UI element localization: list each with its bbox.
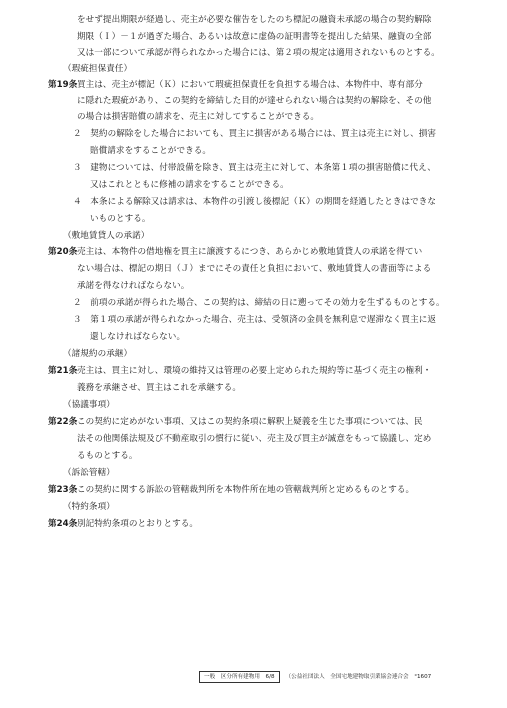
article-heading [63, 64, 132, 75]
article-number: 第19条 [48, 80, 78, 90]
line-text: （訴訟管轄） [63, 468, 115, 478]
line-text: この契約に関する訴訟の管轄裁判所を本物件所在地の管轄裁判所と定めるものとする。 [77, 485, 415, 495]
text-line [77, 48, 440, 59]
text-line [77, 281, 189, 292]
line-text: 法その他関係法規及び不動産取引の慣行に従い、売主及び買主が誠意をもって協議し、定め [77, 434, 432, 444]
text-line [48, 366, 431, 377]
text-line [48, 485, 414, 496]
line-text: 期限（Ｉ）－１が過ぎた場合、あるいは故意に虚偽の証明書等を提出した結果、融資の全部 [77, 32, 432, 42]
line-text: （特約条項） [63, 502, 115, 512]
text-line [48, 519, 198, 530]
text-line [48, 247, 422, 258]
line-text: 売主は、買主に対し、環境の維持又は管理の必要上定められた規約等に基づく売主の権利・ [77, 366, 432, 376]
line-text: 還しなければならない。 [90, 332, 186, 342]
text-line [48, 80, 423, 91]
text-line [77, 32, 431, 43]
line-text: をせず提出期限が経過し、売主が必要な催告をしたのち標記の融資未承認の場合の契約解除 [77, 15, 432, 25]
article-number: 第22条 [48, 417, 78, 427]
text-line [77, 434, 431, 445]
article-number: 第24条 [48, 519, 78, 529]
text-line [77, 96, 431, 107]
line-text: 賠償請求をすることができる。 [90, 146, 212, 156]
text-line [73, 298, 445, 309]
organization-label: （公益社団法人 全国宅地建物取引業協会連合会 °1607 [285, 674, 432, 680]
line-text: 承諾を得なければならない。 [77, 281, 190, 291]
text-line [77, 383, 241, 394]
article-heading [63, 231, 149, 242]
line-text: の場合は損害賠償の請求を、売主に対してすることができる。 [77, 112, 320, 122]
text-line [90, 180, 289, 191]
line-text: （協議事項） [63, 400, 115, 410]
article-heading [63, 502, 115, 513]
text-line [48, 417, 423, 428]
line-text: 売主は、本物件の借地権を買主に譲渡するにつき、あらかじめ敷地賃貸人の承諾を得てい [77, 247, 423, 257]
text-line [77, 264, 431, 275]
line-text: いものとする。 [90, 214, 151, 224]
line-text: に隠れた瑕疵があり、この契約を締結した目的が達せられない場合は契約の解除を、その他 [77, 96, 432, 106]
line-text: 又はこれとともに修補の請求をすることができる。 [90, 180, 289, 190]
line-text: 又は一部について承認が得られなかった場合には、第２項の規定は適用されないものとする。 [77, 48, 440, 58]
line-text: ３ 第１項の承諾が得られなかった場合、売主は、受領済の金員を無利息で遅滞なく買主に返 [73, 315, 437, 325]
text-line [73, 197, 436, 208]
line-text: るものとする。 [77, 451, 138, 461]
line-text: ３ 建物については、付帯設備を除き、買主は売主に対して、本条第１項の損害賠償に代え、 [73, 163, 436, 173]
form-label: 一般 区分所有建物用 6/8 [199, 671, 280, 683]
line-text: この契約に定めがない事項、又はこの契約条項に解釈上疑義を生じた事項については、民 [77, 417, 423, 427]
text-line [73, 163, 436, 174]
line-text: ない場合は、標記の期日（Ｊ）までにその責任と負担において、敷地賃貸人の書面等による [77, 264, 432, 274]
text-line [77, 15, 431, 26]
article-heading [63, 400, 115, 411]
text-line [77, 112, 319, 123]
line-text: ４ 本条による解除又は請求は、本物件の引渡し後標記（Ｋ）の期間を経過したときはできな [73, 197, 437, 207]
line-text: （諸規約の承継） [63, 349, 133, 359]
article-heading [63, 349, 132, 360]
line-text: （瑕疵担保責任） [63, 64, 133, 74]
text-line [73, 129, 436, 140]
text-line [90, 214, 151, 225]
article-number: 第20条 [48, 247, 78, 257]
article-number: 第21条 [48, 366, 78, 376]
article-heading [63, 468, 115, 479]
line-text: 別記特約条項のとおりとする。 [77, 519, 199, 529]
line-text: （敷地賃貸人の承諾） [63, 231, 150, 241]
page-footer [199, 671, 431, 683]
article-number: 第23条 [48, 485, 78, 495]
line-text: 義務を承継させ、買主はこれを承継する。 [77, 383, 241, 393]
text-line [73, 315, 436, 326]
line-text: 買主は、売主が標記（Ｋ）において瑕疵担保責任を負担する場合は、本物件中、専有部分 [77, 80, 423, 90]
line-text: ２ 契約の解除をした場合においても、買主に損害がある場合には、買主は売主に対し、損害 [73, 129, 437, 139]
text-line [90, 332, 185, 343]
line-text: ２ 前項の承諾が得られた場合、この契約は、締結の日に遡ってその効力を生ずるものとする。 [73, 298, 445, 308]
text-line [90, 146, 211, 157]
text-line [77, 451, 138, 462]
